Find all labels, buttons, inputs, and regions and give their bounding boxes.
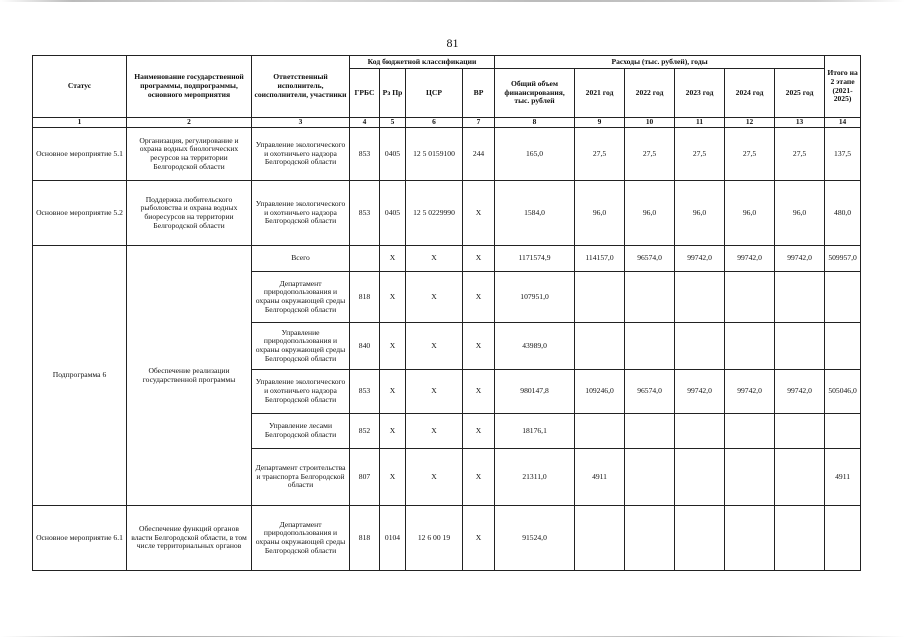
header-budget-code: Код бюджетной классификации [350, 56, 495, 69]
cell-executor: Департамент природопользования и охраны окружающей среды Белгородской области [252, 272, 350, 323]
cell-2022: 27,5 [625, 128, 675, 181]
cell-2022 [625, 272, 675, 323]
cell-2025: 99742,0 [775, 370, 825, 414]
cell-rzpr: Х [380, 272, 406, 323]
cell-vr: 244 [463, 128, 495, 181]
cell-2022 [625, 506, 675, 571]
cell-sum [825, 272, 861, 323]
cell-grbs: 853 [350, 128, 380, 181]
cell-2024 [725, 323, 775, 370]
header-2022: 2022 год [625, 69, 675, 118]
col-number: 5 [380, 118, 406, 128]
cell-2023 [675, 506, 725, 571]
header-vr: ВР [463, 69, 495, 118]
header-status: Статус [33, 56, 127, 118]
header-name: Наименование государственной программы, подпрограммы, основного мероприятия [127, 56, 252, 118]
cell-2022: 96574,0 [625, 370, 675, 414]
cell-2024 [725, 506, 775, 571]
cell-total-funding: 21311,0 [495, 449, 575, 506]
cell-name: Поддержка любительского рыболовства и охрана водных биоресурсов на территории Белгородской области [127, 181, 252, 246]
cell-2023: 27,5 [675, 128, 725, 181]
col-number: 4 [350, 118, 380, 128]
cell-sum: 4911 [825, 449, 861, 506]
cell-total-funding: 107951,0 [495, 272, 575, 323]
cell-vr: Х [463, 370, 495, 414]
cell-csr: Х [406, 449, 463, 506]
cell-executor: Департамент строительства и транспорта Белгородской области [252, 449, 350, 506]
cell-rzpr: Х [380, 370, 406, 414]
table-row-measure-5-1 [33, 128, 861, 181]
cell-2022 [625, 449, 675, 506]
cell-grbs: 818 [350, 272, 380, 323]
cell-2023: 96,0 [675, 181, 725, 246]
header-2021: 2021 год [575, 69, 625, 118]
cell-2023 [675, 414, 725, 449]
cell-total-funding: 165,0 [495, 128, 575, 181]
cell-2021 [575, 506, 625, 571]
cell-executor: Управление природопользования и охраны окружающей среды Белгородской области [252, 323, 350, 370]
col-number: 1 [33, 118, 127, 128]
cell-2021: 109246,0 [575, 370, 625, 414]
cell-2021: 27,5 [575, 128, 625, 181]
col-number: 2 [127, 118, 252, 128]
cell-name: Обеспечение реализации государственной программы [127, 246, 252, 506]
cell-sum [825, 506, 861, 571]
cell-name: Обеспечение функций органов власти Белгородской области, в том числе территориальных органов [127, 506, 252, 571]
cell-2024: 99742,0 [725, 246, 775, 272]
cell-rzpr: 0104 [380, 506, 406, 571]
cell-sum: 505046,0 [825, 370, 861, 414]
cell-2024: 96,0 [725, 181, 775, 246]
cell-sum [825, 414, 861, 449]
cell-name: Организация, регулирование и охрана водных биологических ресурсов на территории Белгородской области [127, 128, 252, 181]
cell-2025 [775, 506, 825, 571]
cell-total-funding: 1171574,9 [495, 246, 575, 272]
col-number: 7 [463, 118, 495, 128]
cell-2022: 96,0 [625, 181, 675, 246]
cell-executor: Департамент природопользования и охраны окружающей среды Белгородской области [252, 506, 350, 571]
header-2024: 2024 год [725, 69, 775, 118]
cell-2025: 96,0 [775, 181, 825, 246]
col-number: 8 [495, 118, 575, 128]
cell-vr: Х [463, 414, 495, 449]
cell-sum [825, 323, 861, 370]
cell-2025 [775, 449, 825, 506]
cell-rzpr: 0405 [380, 128, 406, 181]
cell-grbs [350, 246, 380, 272]
cell-total-funding: 980147,8 [495, 370, 575, 414]
cell-2024 [725, 449, 775, 506]
cell-executor: Управление лесами Белгородской области [252, 414, 350, 449]
cell-2025 [775, 272, 825, 323]
cell-sum: 480,0 [825, 181, 861, 246]
cell-total-funding: 43989,0 [495, 323, 575, 370]
cell-vr: Х [463, 181, 495, 246]
header-executor: Ответственный исполнитель, соисполнители, участники [252, 56, 350, 118]
cell-total-funding: 1584,0 [495, 181, 575, 246]
cell-2022: 96574,0 [625, 246, 675, 272]
header-row-1 [33, 56, 861, 69]
cell-status: Основное мероприятие 5.1 [33, 128, 127, 181]
cell-csr: Х [406, 370, 463, 414]
cell-rzpr: 0405 [380, 181, 406, 246]
cell-2021 [575, 323, 625, 370]
cell-2025 [775, 323, 825, 370]
page-number: 81 [446, 36, 459, 50]
col-number: 6 [406, 118, 463, 128]
cell-2023 [675, 323, 725, 370]
col-number: 12 [725, 118, 775, 128]
cell-sum: 509957,0 [825, 246, 861, 272]
header-total-funding: Общий объем финансирования, тыс. рублей [495, 69, 575, 118]
cell-vr: Х [463, 449, 495, 506]
cell-grbs: 840 [350, 323, 380, 370]
budget-table [32, 55, 861, 571]
header-2025: 2025 год [775, 69, 825, 118]
scan-edge-bottom [0, 636, 905, 637]
cell-executor: Всего [252, 246, 350, 272]
cell-vr: Х [463, 272, 495, 323]
cell-total-funding: 91524,0 [495, 506, 575, 571]
scan-edge-top [0, 0, 905, 2]
header-rzpr: Рз Пр [380, 69, 406, 118]
cell-status: Основное мероприятие 6.1 [33, 506, 127, 571]
col-number: 9 [575, 118, 625, 128]
cell-csr: Х [406, 323, 463, 370]
cell-grbs: 853 [350, 181, 380, 246]
cell-2023 [675, 449, 725, 506]
cell-2021: 114157,0 [575, 246, 625, 272]
cell-2023: 99742,0 [675, 370, 725, 414]
cell-2024: 27,5 [725, 128, 775, 181]
cell-vr: Х [463, 323, 495, 370]
table-row-subprogram-6-total [33, 246, 861, 272]
cell-csr: 12 5 0229990 [406, 181, 463, 246]
header-2023: 2023 год [675, 69, 725, 118]
cell-2021: 96,0 [575, 181, 625, 246]
cell-2021 [575, 272, 625, 323]
cell-2021 [575, 414, 625, 449]
col-number: 10 [625, 118, 675, 128]
cell-status: Основное мероприятие 5.2 [33, 181, 127, 246]
cell-rzpr: Х [380, 414, 406, 449]
cell-2024 [725, 414, 775, 449]
cell-executor: Управление экологического и охотничьего надзора Белгородской области [252, 181, 350, 246]
cell-2021: 4911 [575, 449, 625, 506]
cell-2023 [675, 272, 725, 323]
col-number: 11 [675, 118, 725, 128]
cell-csr: Х [406, 414, 463, 449]
cell-csr: Х [406, 272, 463, 323]
col-number: 3 [252, 118, 350, 128]
header-csr: ЦСР [406, 69, 463, 118]
cell-total-funding: 18176,1 [495, 414, 575, 449]
header-total: Итого на 2 этапе (2021-2025) [825, 56, 861, 118]
cell-2022 [625, 414, 675, 449]
cell-grbs: 807 [350, 449, 380, 506]
cell-2025: 99742,0 [775, 246, 825, 272]
cell-rzpr: Х [380, 449, 406, 506]
cell-grbs: 852 [350, 414, 380, 449]
cell-rzpr: Х [380, 323, 406, 370]
cell-2022 [625, 323, 675, 370]
cell-rzpr: Х [380, 246, 406, 272]
column-numbers-row [33, 118, 861, 128]
cell-2025 [775, 414, 825, 449]
cell-grbs: 853 [350, 370, 380, 414]
cell-status: Подпрограмма 6 [33, 246, 127, 506]
table-row-measure-6-1 [33, 506, 861, 571]
cell-executor: Управление экологического и охотничьего надзора Белгородской области [252, 128, 350, 181]
cell-2024: 99742,0 [725, 370, 775, 414]
cell-2024 [725, 272, 775, 323]
cell-sum: 137,5 [825, 128, 861, 181]
col-number: 13 [775, 118, 825, 128]
table-row-measure-5-2 [33, 181, 861, 246]
cell-2023: 99742,0 [675, 246, 725, 272]
header-grbs: ГРБС [350, 69, 380, 118]
cell-vr: Х [463, 246, 495, 272]
cell-2025: 27,5 [775, 128, 825, 181]
cell-vr: Х [463, 506, 495, 571]
col-number: 14 [825, 118, 861, 128]
cell-executor: Управление экологического и охотничьего надзора Белгородской области [252, 370, 350, 414]
cell-grbs: 818 [350, 506, 380, 571]
header-expenses: Расходы (тыс. рублей), годы [495, 56, 825, 69]
cell-csr: 12 6 00 19 [406, 506, 463, 571]
cell-csr: 12 5 0159100 [406, 128, 463, 181]
cell-csr: Х [406, 246, 463, 272]
